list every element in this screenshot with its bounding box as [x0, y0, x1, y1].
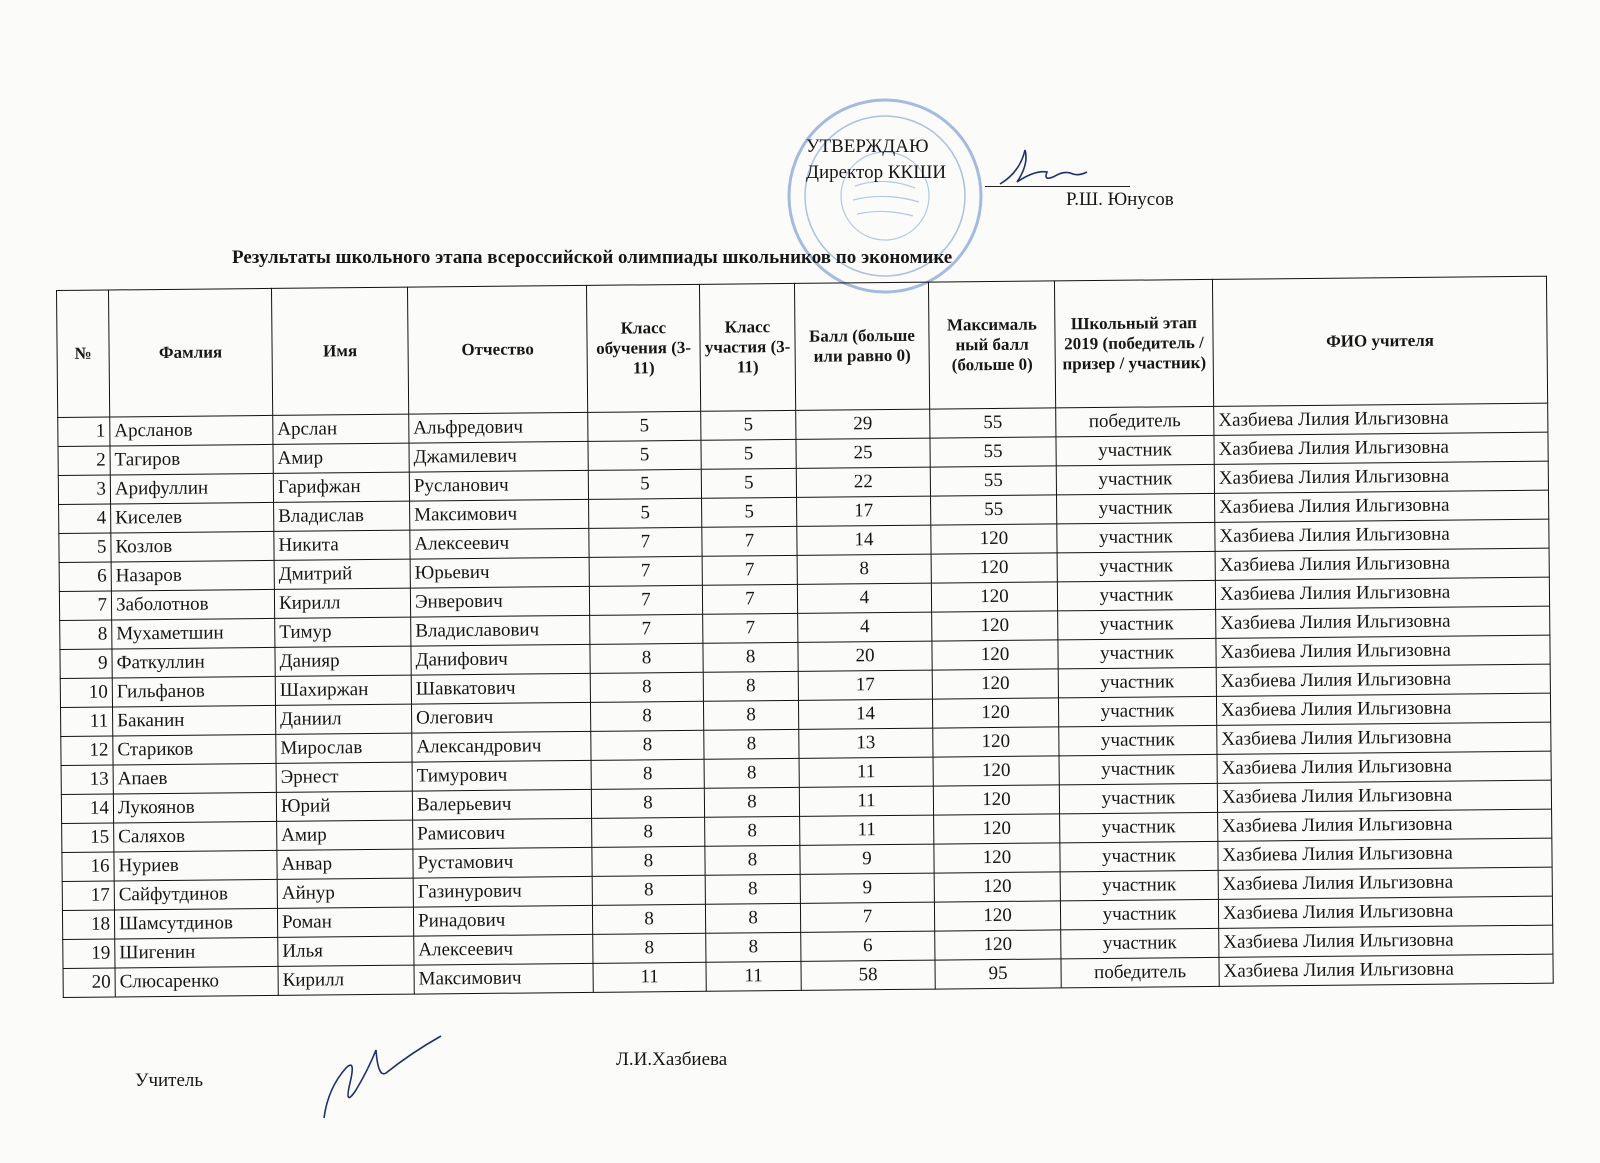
row-number: 17	[62, 881, 114, 910]
row-number: 6	[59, 562, 111, 591]
patronymic: Данифович	[411, 644, 590, 675]
first-name: Амир	[277, 820, 413, 850]
teacher-name-cell: Хазбиева Лилия Ильгизовна	[1215, 577, 1549, 609]
last-name: Мухаметшин	[112, 618, 275, 649]
participation-grade: 7	[702, 526, 797, 556]
last-name: Тагиров	[110, 444, 273, 475]
participation-grade: 8	[703, 700, 798, 730]
last-name: Арсланов	[110, 415, 273, 446]
patronymic: Тимурович	[412, 760, 591, 791]
score: 22	[796, 467, 930, 497]
teacher-name-cell: Хазбиева Лилия Ильгизовна	[1215, 490, 1549, 522]
participation-grade: 8	[705, 903, 800, 933]
study-grade: 5	[589, 498, 702, 528]
study-grade: 7	[590, 614, 703, 644]
participation-grade: 7	[702, 555, 797, 585]
participation-grade: 5	[701, 439, 796, 469]
first-name: Юрий	[276, 791, 412, 821]
participation-grade: 8	[705, 874, 800, 904]
participation-grade: 8	[705, 845, 800, 875]
first-name: Тимур	[275, 617, 411, 647]
max-score: 55	[930, 408, 1056, 438]
row-number: 15	[62, 823, 114, 852]
last-name: Киселев	[111, 502, 274, 533]
max-score: 120	[932, 669, 1058, 699]
approval-block	[806, 134, 946, 186]
column-header: Класс обучения (3-11)	[586, 284, 700, 412]
patronymic: Алексеевич	[410, 528, 589, 559]
max-score: 120	[931, 582, 1057, 612]
participation-grade: 8	[705, 816, 800, 846]
first-name: Кирилл	[274, 588, 410, 618]
status: участник	[1059, 783, 1217, 814]
status: участник	[1059, 754, 1217, 785]
first-name: Даниил	[275, 704, 411, 734]
teacher-name-cell: Хазбиева Лилия Ильгизовна	[1214, 461, 1548, 493]
study-grade: 7	[589, 585, 702, 615]
patronymic: Газинурович	[413, 876, 592, 907]
row-number: 18	[62, 910, 114, 939]
last-name: Назаров	[111, 560, 274, 591]
status: участник	[1058, 609, 1216, 640]
study-grade: 5	[588, 469, 701, 499]
first-name: Эрнест	[276, 762, 412, 792]
score: 17	[798, 670, 932, 700]
max-score: 120	[933, 727, 1059, 757]
first-name: Илья	[278, 936, 414, 966]
score: 9	[800, 873, 934, 903]
teacher-name-cell: Хазбиева Лилия Ильгизовна	[1218, 838, 1552, 870]
last-name: Арифуллин	[110, 473, 273, 504]
column-header: Максималь ный балл (больше 0)	[928, 281, 1055, 409]
first-name: Владислав	[274, 501, 410, 531]
page-title: Результаты школьного этапа всероссийской олимпиады школьников по экономике	[232, 247, 953, 268]
status: участник	[1056, 435, 1214, 466]
teacher-name-cell: Хазбиева Лилия Ильгизовна	[1218, 896, 1552, 928]
participation-grade: 8	[704, 787, 799, 817]
last-name: Фаткуллин	[112, 647, 275, 678]
study-grade: 5	[588, 411, 701, 441]
teacher-name-cell: Хазбиева Лилия Ильгизовна	[1214, 403, 1548, 435]
max-score: 95	[935, 959, 1061, 989]
last-name: Сайфутдинов	[114, 879, 277, 910]
row-number: 8	[60, 620, 112, 649]
status: победитель	[1056, 406, 1214, 437]
row-number: 1	[58, 417, 110, 446]
participation-grade: 8	[703, 642, 798, 672]
max-score: 120	[932, 611, 1058, 641]
score: 9	[800, 844, 934, 874]
first-name: Кирилл	[278, 965, 414, 995]
table-header-row	[57, 276, 1548, 417]
row-number: 3	[58, 475, 110, 504]
patronymic: Шавкатович	[411, 673, 590, 704]
score: 58	[801, 960, 935, 990]
max-score: 120	[935, 930, 1061, 960]
participation-grade: 8	[704, 729, 799, 759]
last-name: Козлов	[111, 531, 274, 562]
study-grade: 11	[593, 962, 706, 992]
study-grade: 5	[588, 440, 701, 470]
director-signature-icon	[995, 142, 1090, 192]
last-name: Шигенин	[115, 937, 278, 968]
max-score: 120	[932, 640, 1058, 670]
column-header: Отчество	[407, 285, 587, 414]
patronymic: Джамилевич	[409, 441, 588, 472]
row-number: 9	[60, 649, 112, 678]
study-grade: 8	[592, 846, 705, 876]
participation-grade: 7	[703, 613, 798, 643]
study-grade: 8	[591, 759, 704, 789]
status: участник	[1058, 667, 1216, 698]
teacher-name-cell: Хазбиева Лилия Ильгизовна	[1216, 606, 1550, 638]
score: 17	[797, 496, 931, 526]
row-number: 4	[59, 504, 111, 533]
patronymic: Ринадович	[413, 905, 592, 936]
score: 8	[797, 554, 931, 584]
status: участник	[1060, 899, 1218, 930]
study-grade: 7	[589, 527, 702, 557]
row-number: 5	[59, 533, 111, 562]
max-score: 120	[931, 524, 1057, 554]
last-name: Гильфанов	[112, 676, 275, 707]
patronymic: Рамисович	[413, 818, 592, 849]
results-table-wrapper	[56, 276, 1554, 998]
status: участник	[1061, 928, 1219, 959]
first-name: Мирослав	[276, 733, 412, 763]
status: участник	[1057, 522, 1215, 553]
last-name: Лукоянов	[113, 792, 276, 823]
max-score: 55	[931, 495, 1057, 525]
participation-grade: 5	[701, 468, 796, 498]
max-score: 120	[933, 756, 1059, 786]
teacher-name-cell: Хазбиева Лилия Ильгизовна	[1216, 693, 1550, 725]
score: 29	[796, 409, 930, 439]
max-score: 55	[930, 466, 1056, 496]
participation-grade: 8	[703, 671, 798, 701]
first-name: Гарифжан	[273, 472, 409, 502]
max-score: 120	[931, 553, 1057, 583]
score: 14	[797, 525, 931, 555]
patronymic: Алексеевич	[414, 934, 593, 965]
column-header: Фамлия	[109, 288, 273, 417]
score: 13	[799, 728, 933, 758]
teacher-name-cell: Хазбиева Лилия Ильгизовна	[1216, 664, 1550, 696]
participation-grade: 7	[702, 584, 797, 614]
patronymic: Русланович	[409, 470, 588, 501]
teacher-name-cell: Хазбиева Лилия Ильгизовна	[1215, 548, 1549, 580]
status: участник	[1057, 493, 1215, 524]
footer-role: Учитель	[135, 1070, 204, 1091]
participation-grade: 5	[701, 410, 796, 440]
last-name: Саляхов	[114, 821, 277, 852]
last-name: Баканин	[113, 705, 276, 736]
teacher-name-cell: Хазбиева Лилия Ильгизовна	[1216, 635, 1550, 667]
row-number: 10	[60, 678, 112, 707]
study-grade: 8	[592, 875, 705, 905]
teacher-name-cell: Хазбиева Лилия Ильгизовна	[1219, 954, 1553, 986]
patronymic: Максимович	[414, 963, 593, 994]
study-grade: 8	[590, 701, 703, 731]
row-number: 12	[61, 736, 113, 765]
row-number: 19	[63, 939, 115, 968]
max-score: 55	[930, 437, 1056, 467]
score: 11	[800, 815, 934, 845]
row-number: 7	[59, 591, 111, 620]
first-name: Шахиржан	[275, 675, 411, 705]
patronymic: Энверович	[410, 586, 589, 617]
max-score: 120	[934, 814, 1060, 844]
row-number: 11	[61, 707, 113, 736]
max-score: 120	[934, 901, 1060, 931]
teacher-name-cell: Хазбиева Лилия Ильгизовна	[1217, 722, 1551, 754]
first-name: Айнур	[277, 878, 413, 908]
score: 11	[799, 757, 933, 787]
director-label: Директор ККШИ	[806, 162, 947, 183]
last-name: Слюсаренко	[115, 966, 278, 997]
score: 14	[798, 699, 932, 729]
score: 20	[798, 641, 932, 671]
status: участник	[1056, 464, 1214, 495]
score: 7	[800, 902, 934, 932]
max-score: 120	[933, 785, 1059, 815]
last-name: Стариков	[113, 734, 276, 765]
score: 11	[799, 786, 933, 816]
max-score: 120	[934, 843, 1060, 873]
first-name: Арслан	[273, 414, 409, 444]
patronymic: Максимович	[410, 499, 589, 530]
teacher-signature-icon	[316, 1028, 446, 1123]
column-header: №	[57, 290, 110, 417]
study-grade: 7	[589, 556, 702, 586]
teacher-name-cell: Хазбиева Лилия Ильгизовна	[1217, 751, 1551, 783]
row-number: 2	[58, 446, 110, 475]
row-number: 14	[61, 794, 113, 823]
study-grade: 8	[592, 904, 705, 934]
patronymic: Рустамович	[413, 847, 592, 878]
study-grade: 8	[591, 730, 704, 760]
last-name: Нуриев	[114, 850, 277, 881]
study-grade: 8	[590, 672, 703, 702]
status: участник	[1060, 841, 1218, 872]
patronymic: Альфредович	[409, 412, 588, 443]
participation-grade: 8	[704, 758, 799, 788]
study-grade: 8	[590, 643, 703, 673]
study-grade: 8	[592, 817, 705, 847]
first-name: Роман	[277, 907, 413, 937]
first-name: Дмитрий	[274, 559, 410, 589]
row-number: 20	[63, 968, 115, 997]
first-name: Данияр	[275, 646, 411, 676]
column-header: Школьный этап 2019 (победитель / призер / участник)	[1054, 279, 1213, 408]
teacher-name-cell: Хазбиева Лилия Ильгизовна	[1219, 925, 1553, 957]
status: участник	[1057, 580, 1215, 611]
max-score: 120	[934, 872, 1060, 902]
study-grade: 8	[591, 788, 704, 818]
column-header: Балл (больше или равно 0)	[794, 282, 929, 410]
max-score: 120	[932, 698, 1058, 728]
director-name: Р.Ш. Юнусов	[1066, 189, 1174, 210]
patronymic: Александрович	[412, 731, 591, 762]
patronymic: Олегович	[411, 702, 590, 733]
score: 4	[798, 612, 932, 642]
status: участник	[1057, 551, 1215, 582]
status: участник	[1060, 870, 1218, 901]
patronymic: Валерьевич	[412, 789, 591, 820]
table-body	[58, 403, 1553, 997]
first-name: Никита	[274, 530, 410, 560]
teacher-name-cell: Хазбиева Лилия Ильгизовна	[1218, 809, 1552, 841]
approve-label: УТВЕРЖДАЮ	[806, 136, 929, 157]
participation-grade: 5	[702, 497, 797, 527]
row-number: 16	[62, 852, 114, 881]
teacher-name-cell: Хазбиева Лилия Ильгизовна	[1217, 780, 1551, 812]
teacher-name-cell: Хазбиева Лилия Ильгизовна	[1215, 519, 1549, 551]
teacher-name-cell: Хазбиева Лилия Ильгизовна	[1214, 432, 1548, 464]
patronymic: Юрьевич	[410, 557, 589, 588]
last-name: Заболотнов	[111, 589, 274, 620]
column-header: Класс участия (3-11)	[699, 283, 795, 411]
status: участник	[1058, 696, 1216, 727]
status: участник	[1058, 638, 1216, 669]
participation-grade: 8	[706, 932, 801, 962]
teacher-name: Л.И.Хазбиева	[616, 1049, 728, 1070]
first-name: Амир	[273, 443, 409, 473]
last-name: Апаев	[113, 763, 276, 794]
results-table	[56, 276, 1554, 998]
first-name: Анвар	[277, 849, 413, 879]
status: победитель	[1061, 957, 1219, 988]
score: 4	[797, 583, 931, 613]
score: 25	[796, 438, 930, 468]
status: участник	[1060, 812, 1218, 843]
status: участник	[1059, 725, 1217, 756]
column-header: ФИО учителя	[1212, 276, 1547, 406]
last-name: Шамсутдинов	[114, 908, 277, 939]
participation-grade: 11	[706, 961, 801, 991]
row-number: 13	[61, 765, 113, 794]
score: 6	[801, 931, 935, 961]
teacher-name-cell: Хазбиева Лилия Ильгизовна	[1218, 867, 1552, 899]
patronymic: Владиславович	[411, 615, 590, 646]
study-grade: 8	[593, 933, 706, 963]
column-header: Имя	[271, 287, 408, 415]
